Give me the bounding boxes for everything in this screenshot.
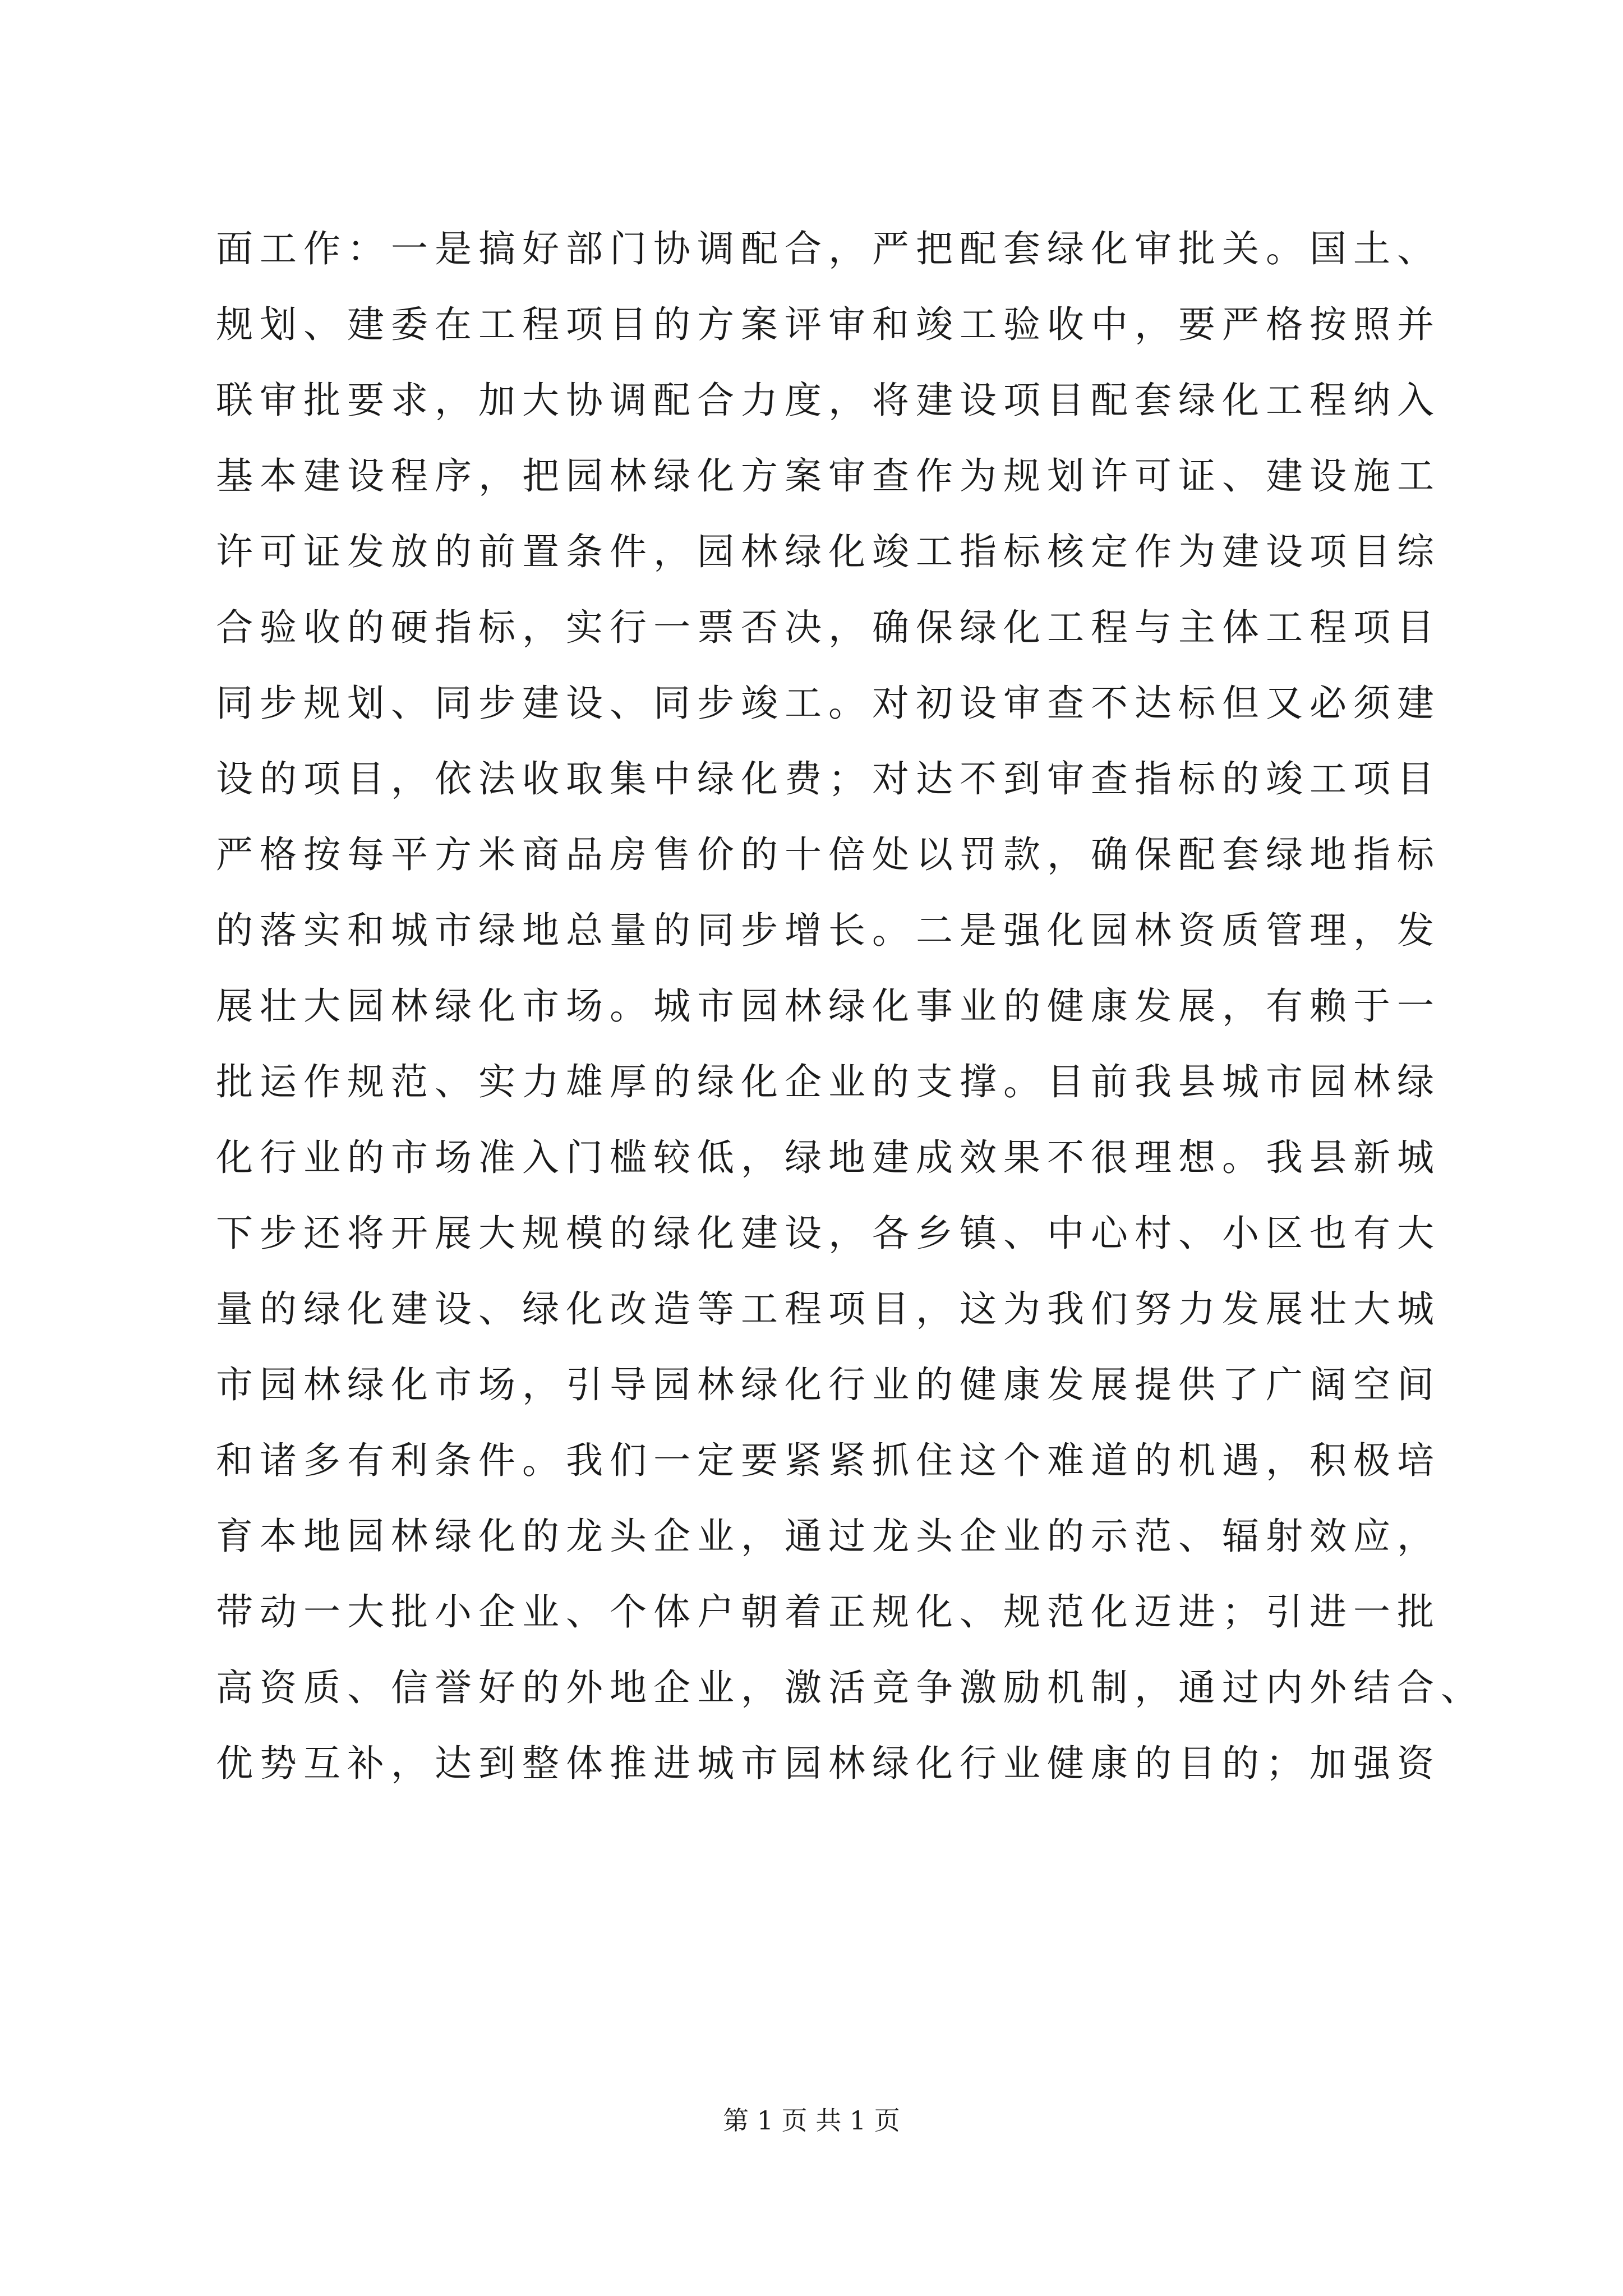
text-line: 基本建设程序，把园林绿化方案审查作为规划许可证、建设施工	[216, 454, 1441, 498]
text-line: 设的项目，依法收取集中绿化费；对达不到审查指标的竣工项目	[216, 757, 1441, 800]
text-line: 化行业的市场准入门槛较低，绿地建成效果不很理想。我县新城	[216, 1136, 1441, 1179]
text-line: 许可证发放的前置条件，园林绿化竣工指标核定作为建设项目综	[216, 530, 1441, 573]
text-line: 展壮大园林绿化市场。城市园林绿化事业的健康发展，有赖于一	[216, 984, 1441, 1028]
text-line: 批运作规范、实力雄厚的绿化企业的支撑。目前我县城市园林绿	[216, 1060, 1441, 1103]
text-line: 市园林绿化市场，引导园林绿化行业的健康发展提供了广阔空间	[216, 1363, 1441, 1406]
text-line: 合验收的硬指标，实行一票否决，确保绿化工程与主体工程项目	[216, 606, 1441, 649]
page-footer: 第 1 页 共 1 页	[723, 2105, 900, 2136]
body-text	[216, 211, 1484, 1801]
text-line: 带动一大批小企业、个体户朝着正规化、规范化迈进；引进一批	[216, 1590, 1441, 1634]
text-line: 规划、建委在工程项目的方案评审和竣工验收中，要严格按照并	[216, 303, 1441, 346]
text-line: 下步还将开展大规模的绿化建设，各乡镇、中心村、小区也有大	[216, 1212, 1441, 1255]
text-line: 和诸多有利条件。我们一定要紧紧抓住这个难道的机遇，积极培	[216, 1439, 1441, 1482]
text-line: 高资质、信誉好的外地企业，激活竞争激励机制，通过内外结合、	[216, 1666, 1484, 1709]
text-line: 联审批要求，加大协调配合力度，将建设项目配套绿化工程纳入	[216, 379, 1441, 422]
text-line: 优势互补，达到整体推进城市园林绿化行业健康的目的；加强资	[216, 1742, 1441, 1785]
text-line: 育本地园林绿化的龙头企业，通过龙头企业的示范、辐射效应，	[216, 1515, 1441, 1558]
text-line: 的落实和城市绿地总量的同步增长。二是强化园林资质管理，发	[216, 909, 1441, 952]
text-line: 面工作：一是搞好部门协调配合，严把配套绿化审批关。国土、	[216, 227, 1441, 270]
text-line: 同步规划、同步建设、同步竣工。对初设审查不达标但又必须建	[216, 682, 1441, 725]
text-line: 量的绿化建设、绿化改造等工程项目，这为我们努力发展壮大城	[216, 1287, 1441, 1331]
text-line: 严格按每平方米商品房售价的十倍处以罚款，确保配套绿地指标	[216, 833, 1441, 876]
